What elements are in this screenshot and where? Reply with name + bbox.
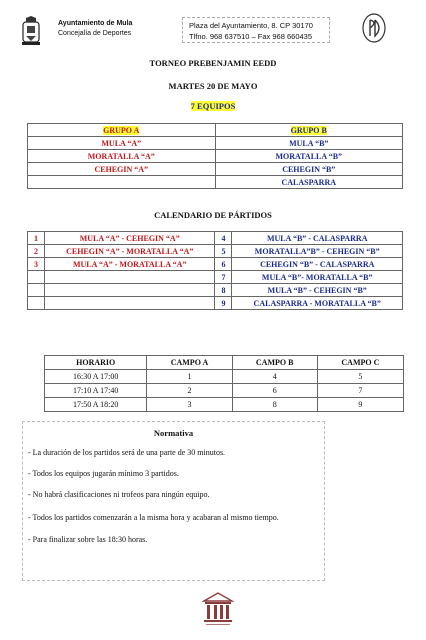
time-cell: 16:30 A 17:00: [45, 370, 147, 384]
calendar-table: [27, 231, 403, 310]
group-a-label: GRUPO A: [103, 125, 140, 135]
match-number: 8: [215, 284, 232, 297]
table-row: [28, 271, 403, 284]
table-row: [28, 258, 403, 271]
group-a-team: MULA “A”: [28, 137, 216, 150]
match-number: [28, 297, 45, 310]
field-cell: 4: [232, 370, 317, 384]
org-name: Ayuntamiento de Mula: [58, 20, 133, 27]
address-box: [182, 17, 330, 43]
rules-title: Normativa: [153, 428, 194, 438]
group-b-header: [215, 124, 403, 137]
tournament-title: TORNEO PREBENJAMIN EEDD: [149, 58, 277, 68]
sports-dept-logo-icon: [361, 12, 387, 44]
field-cell: 3: [147, 398, 232, 412]
column-header: CAMPO A: [147, 356, 232, 370]
match-cell: MULA “B”- MORATALLA “B”: [232, 271, 403, 284]
column-header: HORARIO: [45, 356, 147, 370]
table-row: [45, 398, 404, 412]
field-cell: 9: [317, 398, 403, 412]
address-line: Plaza del Ayuntamiento, 8. CP 30170: [189, 21, 313, 30]
table-row: [28, 232, 403, 245]
field-cell: 5: [317, 370, 403, 384]
table-row: [28, 137, 403, 150]
org-department: Concejalía de Deportes: [58, 30, 132, 37]
match-number: [28, 271, 45, 284]
rule-item: - La duración de los partidos será de una parte de 30 minutos.: [28, 448, 226, 457]
group-b-team: CEHEGIN “B”: [215, 163, 403, 176]
rule-item: - No habrá clasificaciones ni trofeos para ningún equipo.: [28, 490, 210, 499]
field-cell: 2: [147, 384, 232, 398]
field-cell: 7: [317, 384, 403, 398]
building-logo-icon: [200, 591, 236, 629]
match-cell: MULA “B” - CALASPARRA: [232, 232, 403, 245]
match-cell: CEHEGIN “A” - MORATALLA “A”: [45, 245, 215, 258]
phone-line: Tlfno. 968 637510 – Fax 968 660435: [189, 32, 313, 41]
group-a-team: CEHEGIN “A”: [28, 163, 216, 176]
match-cell: MULA “A” - CEHEGIN “A”: [45, 232, 215, 245]
table-row: [28, 163, 403, 176]
match-number: 6: [215, 258, 232, 271]
time-cell: 17:50 A 18:20: [45, 398, 147, 412]
group-b-team: MULA “B”: [215, 137, 403, 150]
teams-count-wrap: [0, 101, 426, 111]
table-row: [45, 384, 404, 398]
teams-count: 7 EQUIPOS: [190, 101, 236, 111]
schedule-table: [44, 355, 404, 412]
table-row: [28, 284, 403, 297]
match-cell: [45, 297, 215, 310]
group-b-team: MORATALLA “B”: [215, 150, 403, 163]
rule-item: - Todos los partidos comenzarán a la misma hora y acabaran al mismo tiempo.: [28, 513, 279, 522]
table-row: [28, 297, 403, 310]
calendar-title: CALENDARIO DE PÁRTIDOS: [154, 210, 272, 220]
tournament-date: MARTES 20 DE MAYO: [168, 81, 258, 91]
rules-box: [22, 421, 325, 581]
field-cell: 8: [232, 398, 317, 412]
time-cell: 17:10 A 17:40: [45, 384, 147, 398]
rule-item: - Para finalizar sobre las 18:30 horas.: [28, 535, 148, 544]
column-header: CAMPO B: [232, 356, 317, 370]
group-b-label: GRUPO B: [290, 125, 327, 135]
match-number: 9: [215, 297, 232, 310]
match-cell: [45, 284, 215, 297]
field-cell: 1: [147, 370, 232, 384]
column-header: CAMPO C: [317, 356, 403, 370]
match-cell: [45, 271, 215, 284]
groups-table: [27, 123, 403, 189]
match-number: 2: [28, 245, 45, 258]
group-a-team: MORATALLA “A”: [28, 150, 216, 163]
group-a-team: [28, 176, 216, 189]
table-row: [45, 370, 404, 384]
group-b-team: CALASPARRA: [215, 176, 403, 189]
match-number: [28, 284, 45, 297]
match-number: 3: [28, 258, 45, 271]
match-number: 4: [215, 232, 232, 245]
match-cell: MULA “B” - CEHEGIN “B”: [232, 284, 403, 297]
table-row: [28, 150, 403, 163]
match-number: 1: [28, 232, 45, 245]
match-cell: MULA “A” - MORATALLA “A”: [45, 258, 215, 271]
match-cell: CEHEGIN “B” - CALASPARRA: [232, 258, 403, 271]
table-row: [28, 245, 403, 258]
table-row: [45, 356, 404, 370]
match-number: 7: [215, 271, 232, 284]
table-row: [28, 176, 403, 189]
field-cell: 6: [232, 384, 317, 398]
table-row: [28, 124, 403, 137]
rule-item: - Todos los equipos jugarán mínimo 3 partidos.: [28, 469, 179, 478]
town-crest-icon: [20, 16, 42, 46]
match-number: 5: [215, 245, 232, 258]
group-a-header: [28, 124, 216, 137]
match-cell: CALASPARRA - MORATALLA “B”: [232, 297, 403, 310]
match-cell: MORATALLA”B” - CEHEGIN “B”: [232, 245, 403, 258]
